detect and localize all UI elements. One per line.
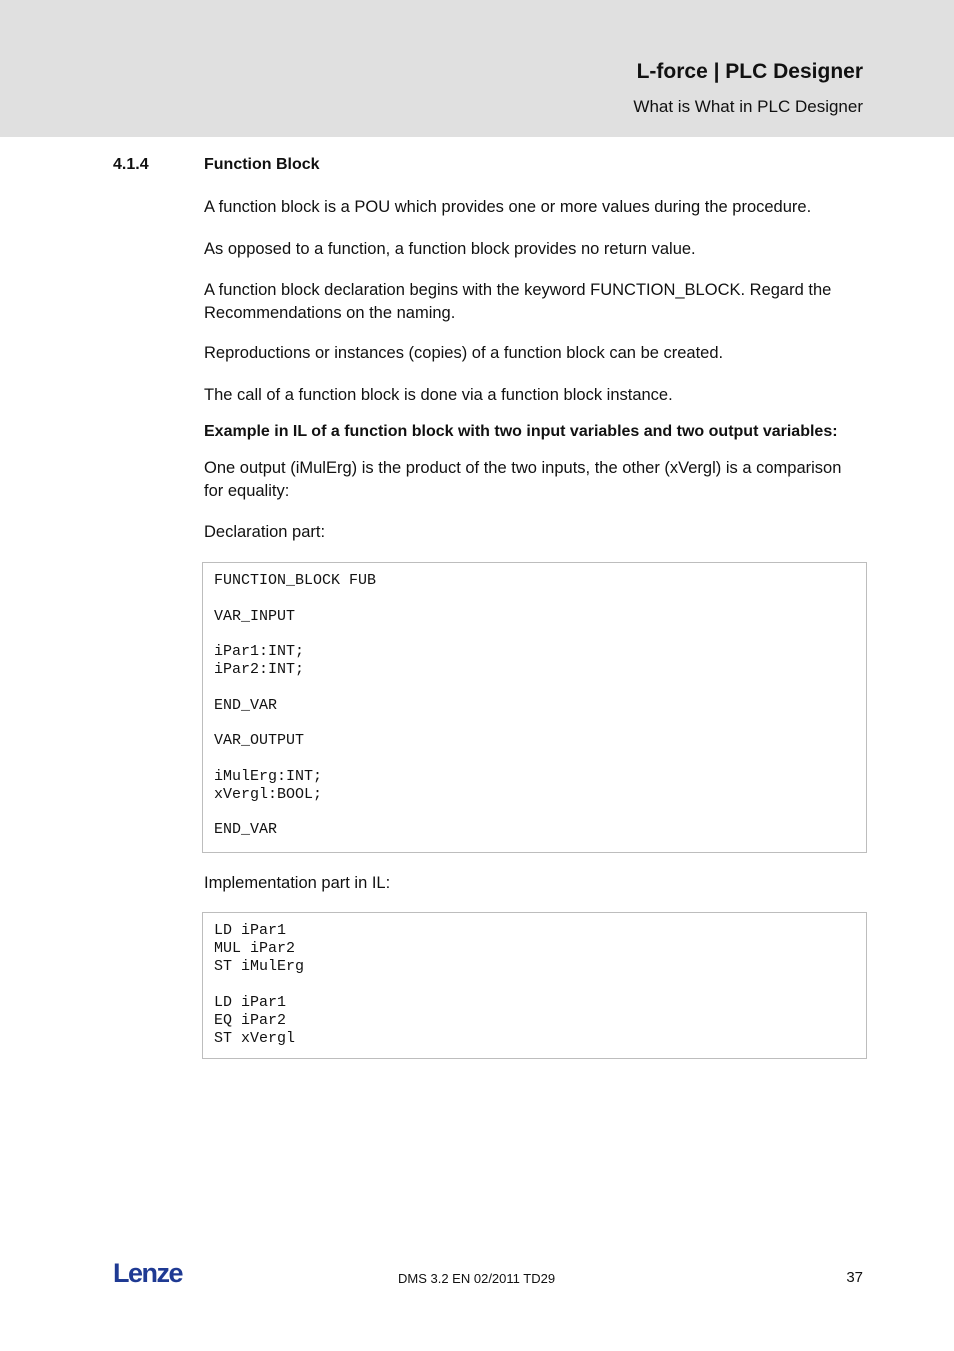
code-line [214,590,855,608]
code-line: EQ iPar2 [214,1011,287,1029]
example-description: One output (iMulErg) is the product of the two inputs, the other (xVergl) is a comparison for equality: [204,459,842,500]
section-number: 4.1.4 [113,156,149,173]
code-line: ST iMulErg [214,958,305,975]
page-header [0,0,954,137]
code-line: LD iPar1 [214,993,287,1011]
code-line [214,976,855,994]
code-line [214,804,855,822]
declaration-label: Declaration part: [204,523,326,541]
paragraph-declaration: A function block declaration begins with the keyword FUNCTION_BLOCK. Regard the Recommendations on the naming. [204,281,832,322]
code-line: MUL iPar2 [214,940,296,957]
code-line: xVergl:BOOL; [214,785,323,803]
lenze-logo [113,1259,191,1287]
implementation-label: Implementation part in IL: [204,874,391,892]
paragraph-call: The call of a function block is done via a function block instance. [204,386,673,404]
header-subtitle: What is What in PLC Designer [633,97,863,116]
declaration-code-block [202,562,867,853]
lenze-logo-text: Lenze [113,1259,183,1287]
code-line: ST xVergl [214,1029,296,1047]
code-line: LD iPar1 [214,922,287,939]
code-line: iPar1:INT; [214,643,305,660]
code-line [214,626,855,644]
implementation-code-block [202,912,867,1059]
code-line: END_VAR [214,696,278,714]
code-line: END_VAR [214,821,278,838]
header-title: L-force | PLC Designer [636,60,863,83]
code-line: iMulErg:INT; [214,767,323,785]
paragraph-return-value: As opposed to a function, a function block provides no return value. [204,240,696,258]
code-line [214,715,855,733]
code-line: iPar2:INT; [214,661,305,678]
footer-document-id: DMS 3.2 EN 02/2011 TD29 [398,1271,556,1286]
paragraph-definition: A function block is a POU which provides one or more values during the procedure. [204,198,812,216]
footer-page-number: 37 [846,1269,863,1286]
code-line: FUNCTION_BLOCK FUB [214,572,377,589]
example-heading: Example in IL of a function block with two input variables and two output variables: [204,423,838,440]
paragraph-instances: Reproductions or instances (copies) of a function block can be created. [204,344,724,362]
code-line [214,750,855,768]
section-title: Function Block [204,156,320,173]
code-line: VAR_OUTPUT [214,732,305,749]
code-line: VAR_INPUT [214,607,296,625]
code-line [214,679,855,697]
